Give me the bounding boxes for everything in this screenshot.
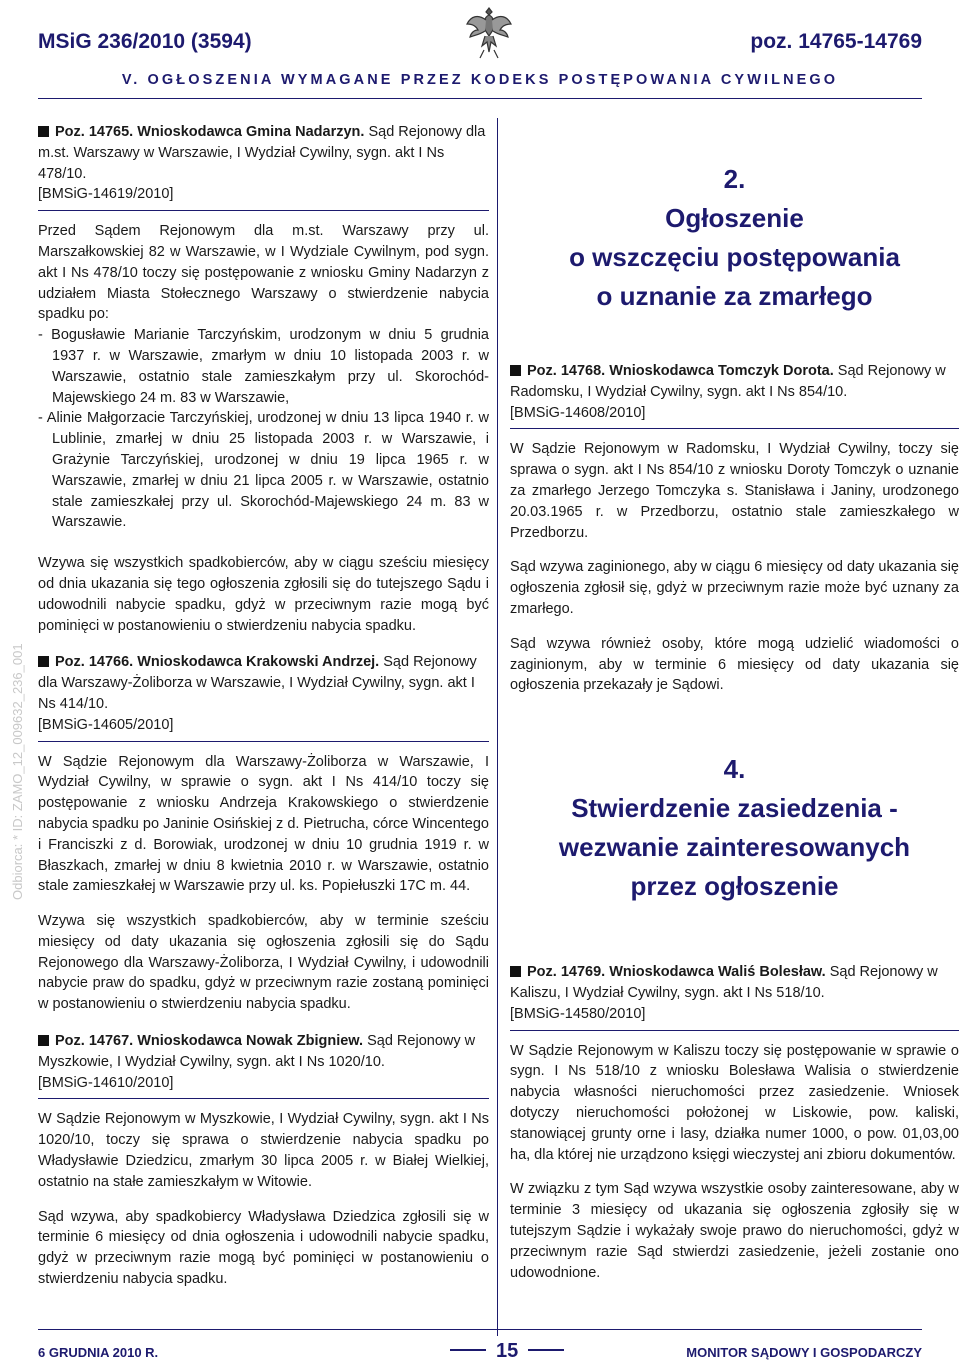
notice-14765-intro: Przed Sądem Rejonowym dla m.st. Warszawy przy ul. Marszałkowskiej 82 w Warszawie, w I Wydziale Cywilnym, pod sygn. akt I Ns 478/10 toczy się postępowanie z wniosku Gminy Nadarzyn z udziałem Miasta Stołecznego Warszawy o stwierdzenie nabycia spadku po: [38, 223, 489, 323]
notice-14767-title: Poz. 14767. Wnioskodawca Nowak Zbigniew. [55, 1033, 364, 1050]
notice-14768-body: W Sądzie Rejonowym w Radomsku, I Wydział Cywilny, toczy się sprawa o sygn. akt I Ns 854/10 z wniosku Doroty Tomczyk o uznanie za zmarłego Jerzego Tomczyka s. Stanisława i Janiny, urodzonego 20.03.1965 r. w Przedborzu, ostatnio stale zamieszkałego w Przedborzu. [510, 441, 959, 541]
list-item: - Bogusławie Marianie Tarczyńskim, urodzonym w dniu 5 grudnia 1937 r. w Warszawie, zmarłym w dniu 10 listopada 2003 r. w Warszawie, ostatnio stale zamieszkałym przy ul. Skorochód-Majewskiego 24 m. 83 w Warszawie, [38, 327, 489, 406]
notice-14767-body: W Sądzie Rejonowym w Myszkowie, I Wydział Cywilny, sygn. akt I Ns 1020/10, toczy się sprawa o stwierdzenie nabycia spadku po Władysławie Dziedzicu, zmarłym 30 lipca 2005 r. w Białej Wielkiej, ostatnio na stałe zamieszkałym w Witowie. [38, 1111, 489, 1190]
heading-number: 4. [723, 754, 746, 785]
section-title: V. OGŁOSZENIA WYMAGANE PRZEZ KODEKS POSTĘPOWANIA CYWILNEGO [121, 72, 839, 88]
notice-14768-title: Poz. 14768. Wnioskodawca Tomczyk Dorota. [527, 363, 834, 379]
positions-range: poz. 14765-14769 [750, 30, 922, 53]
heading-line: wezwanie zainteresowanych [558, 832, 911, 863]
notice-14766-body: W Sądzie Rejonowym dla Warszawy-Żoliborza w Warszawie, I Wydział Cywilny, w sprawie o sygn. akt I Ns 414/10 toczy się postępowanie z wniosku Andrzeja Krakowskiego o stwierdzenie nabycia spadku po Janinie Osińskiej z d. Pietrucha, córce Wincentego i Franciszki z d. Borowiak, urodzonej w dniu 10 grudnia 1919 r. w Błaszkach, zmarłej w dniu 8 kwietnia 2010 r. w Warszawie, ostatnio stale zamieszkałej w Warszawie przy ul. ks. Popiełuszki 17C m. 44. [38, 753, 489, 895]
left-column [38, 122, 489, 1304]
notice-14768-call-witnesses: Sąd wzywa również osoby, które mogą udzielić wiadomości o zaginionym, aby w terminie 6 miesięcy od daty ukazania się ogłoszenia przekazały je Sądowi. [510, 635, 959, 694]
right-column [510, 122, 959, 1297]
footer-divider [38, 1329, 922, 1330]
bullet-square-icon [510, 365, 521, 376]
bullet-square-icon [510, 966, 521, 977]
heading-line: o wszczęciu postępowania [569, 242, 900, 272]
notice-14767-ref: [BMSiG-14610/2010] [38, 1074, 174, 1091]
notice-14768-ref: [BMSiG-14608/2010] [510, 404, 646, 421]
section-heading-4 [510, 750, 959, 906]
notice-14765-title: Poz. 14765. Wnioskodawca Gmina Nadarzyn. [55, 124, 365, 140]
notice-14766-header [38, 652, 489, 741]
journal-issue: MSiG 236/2010 (3594) [38, 30, 252, 53]
notice-14765-header [38, 122, 489, 211]
heading-number: 2. [723, 164, 746, 194]
notice-14769-court: Sąd Rejonowy w Kaliszu, I Wydział Cywilny, sygn. akt I Ns 518/10. [510, 964, 938, 1001]
publication-title: MONITOR SĄDOWY I GOSPODARCZY [686, 1345, 922, 1360]
notice-14765-decedents [38, 325, 489, 533]
list-item: - Alinie Małgorzacie Tarczyńskiej, urodzonej w dniu 13 lipca 1940 r. w Lublinie, zmarłej w dniu 25 listopada 2003 r. w Warszawie, i Grażynie Tarczyńskiej, urodzonej w dniu 19 lipca 1965 r. w Warszawie, zmarłej w dniu 21 lipca 2005 r. w Warszawie, ostatnio stale zamieszkałej przy ul. Skorochód-Majewskiego 24 m. 83 w Warszawie. [38, 410, 489, 531]
heading-line: Stwierdzenie zasiedzenia - [571, 793, 898, 824]
notice-14765-call: Wzywa się wszystkich spadkobierców, aby w ciągu sześciu miesięcy od dnia ukazania się tego ogłoszenia zgłosili się do tutejszego Sądu i udowodnili nabycie spadku, gdyż w przeciwnym razie mogą być pominięci w postanowieniu o stwierdzeniu nabycia spadku. [38, 555, 489, 634]
bullet-square-icon [38, 656, 49, 667]
notice-14769-body: W Sądzie Rejonowym w Kaliszu toczy się postępowanie w sprawie o sygn. I Ns 518/10 z wniosku Bolesława Walisia o stwierdzenie nabycia własności nieruchomości przez zasiedzenie. Wniosek dotyczy nieruchomości położonej w Liskowie, pow. kaliski, stanowiącej grunty orne i lasy, działka numer 1000, o pow. 01,03,00 ha, dla której nie urządzono księgi wieczystej ani zbioru dokumentów. [510, 1042, 959, 1163]
header-divider [38, 98, 922, 99]
eagle-emblem-icon [462, 2, 516, 62]
column-divider [497, 118, 498, 1336]
notice-14769-ref: [BMSiG-14580/2010] [510, 1005, 646, 1022]
bullet-square-icon [38, 126, 49, 137]
bullet-square-icon [38, 1035, 49, 1046]
section-heading-2 [510, 160, 959, 316]
recipient-watermark: Odbiorca: * ID: ZAMO_12_009632_236_001 [10, 643, 25, 900]
notice-14767-court: Sąd Rejonowy w Myszkowie, I Wydział Cywilny, sygn. akt I Ns 1020/10. [38, 1033, 476, 1070]
notice-14766-title: Poz. 14766. Wnioskodawca Krakowski Andrzej. [55, 654, 380, 671]
heading-line: przez ogłoszenie [630, 871, 839, 902]
heading-line: Ogłoszenie [665, 203, 804, 233]
notice-14767-call: Sąd wzywa, aby spadkobiercy Władysława Dziedzica zgłosili się w terminie 6 miesięcy od dnia ogłoszenia i udowodnili nabycie spadku, gdyż w przeciwnym razie mogą być pominięci w postanowieniu o stwierdzeniu nabycia spadku. [38, 1208, 489, 1288]
notice-14768-call-missing: Sąd wzywa zaginionego, aby w ciągu 6 miesięcy od daty ukazania się ogłoszenia zgłosił się, gdyż w przeciwnym razie może być uznany za zmarłego. [510, 559, 959, 617]
notice-14769-call: W związku z tym Sąd wzywa wszystkie osoby zainteresowane, aby w terminie 3 miesięcy od ukazania się ogłoszenia zgłosiły się w tutejszym Sądzie i wykażały swoje prawo do nieruchomości, gdyż w przeciwnym razie Sąd stwierdzi zasiedzenie, jeżeli zostanie ono udowodnione. [510, 1181, 959, 1281]
page-number-block [440, 1340, 574, 1363]
page-number: 15 [496, 1340, 519, 1362]
notice-14765-ref: [BMSiG-14619/2010] [38, 186, 174, 203]
notice-14768-court: Sąd Rejonowy w Radomsku, I Wydział Cywilny, sygn. akt I Ns 854/10. [510, 363, 946, 400]
notice-14768-header [510, 361, 959, 429]
heading-line: o uznanie za zmarłego [596, 281, 873, 311]
notice-14769-header [510, 962, 959, 1030]
notice-14766-court: Sąd Rejonowy dla Warszawy-Żoliborza w Warszawie, I Wydział Cywilny, sygn. akt I Ns 414/10. [38, 654, 477, 712]
notice-14769-title: Poz. 14769. Wnioskodawca Waliś Bolesław. [527, 964, 826, 981]
notice-14766-call: Wzywa się wszystkich spadkobierców, aby w terminie sześciu miesięcy od daty ukazania się ogłoszenia zgłosili się do Sądu Rejonowego dla Warszawy-Żoliborza, I Wydział Cywilny, i udowodnili nabycie praw do spadku, gdyż w przeciwnym razie zostaną pominięci w postanowieniu o stwierdzeniu nabycia spadku. [38, 913, 489, 1013]
issue-date: 6 GRUDNIA 2010 R. [38, 1345, 159, 1360]
notice-14765-court: Sąd Rejonowy dla m.st. Warszawy w Warszawie, I Wydział Cywilny, sygn. akt I Ns 478/10. [38, 124, 486, 182]
notice-14766-ref: [BMSiG-14605/2010] [38, 716, 174, 733]
notice-14767-header [38, 1031, 489, 1099]
